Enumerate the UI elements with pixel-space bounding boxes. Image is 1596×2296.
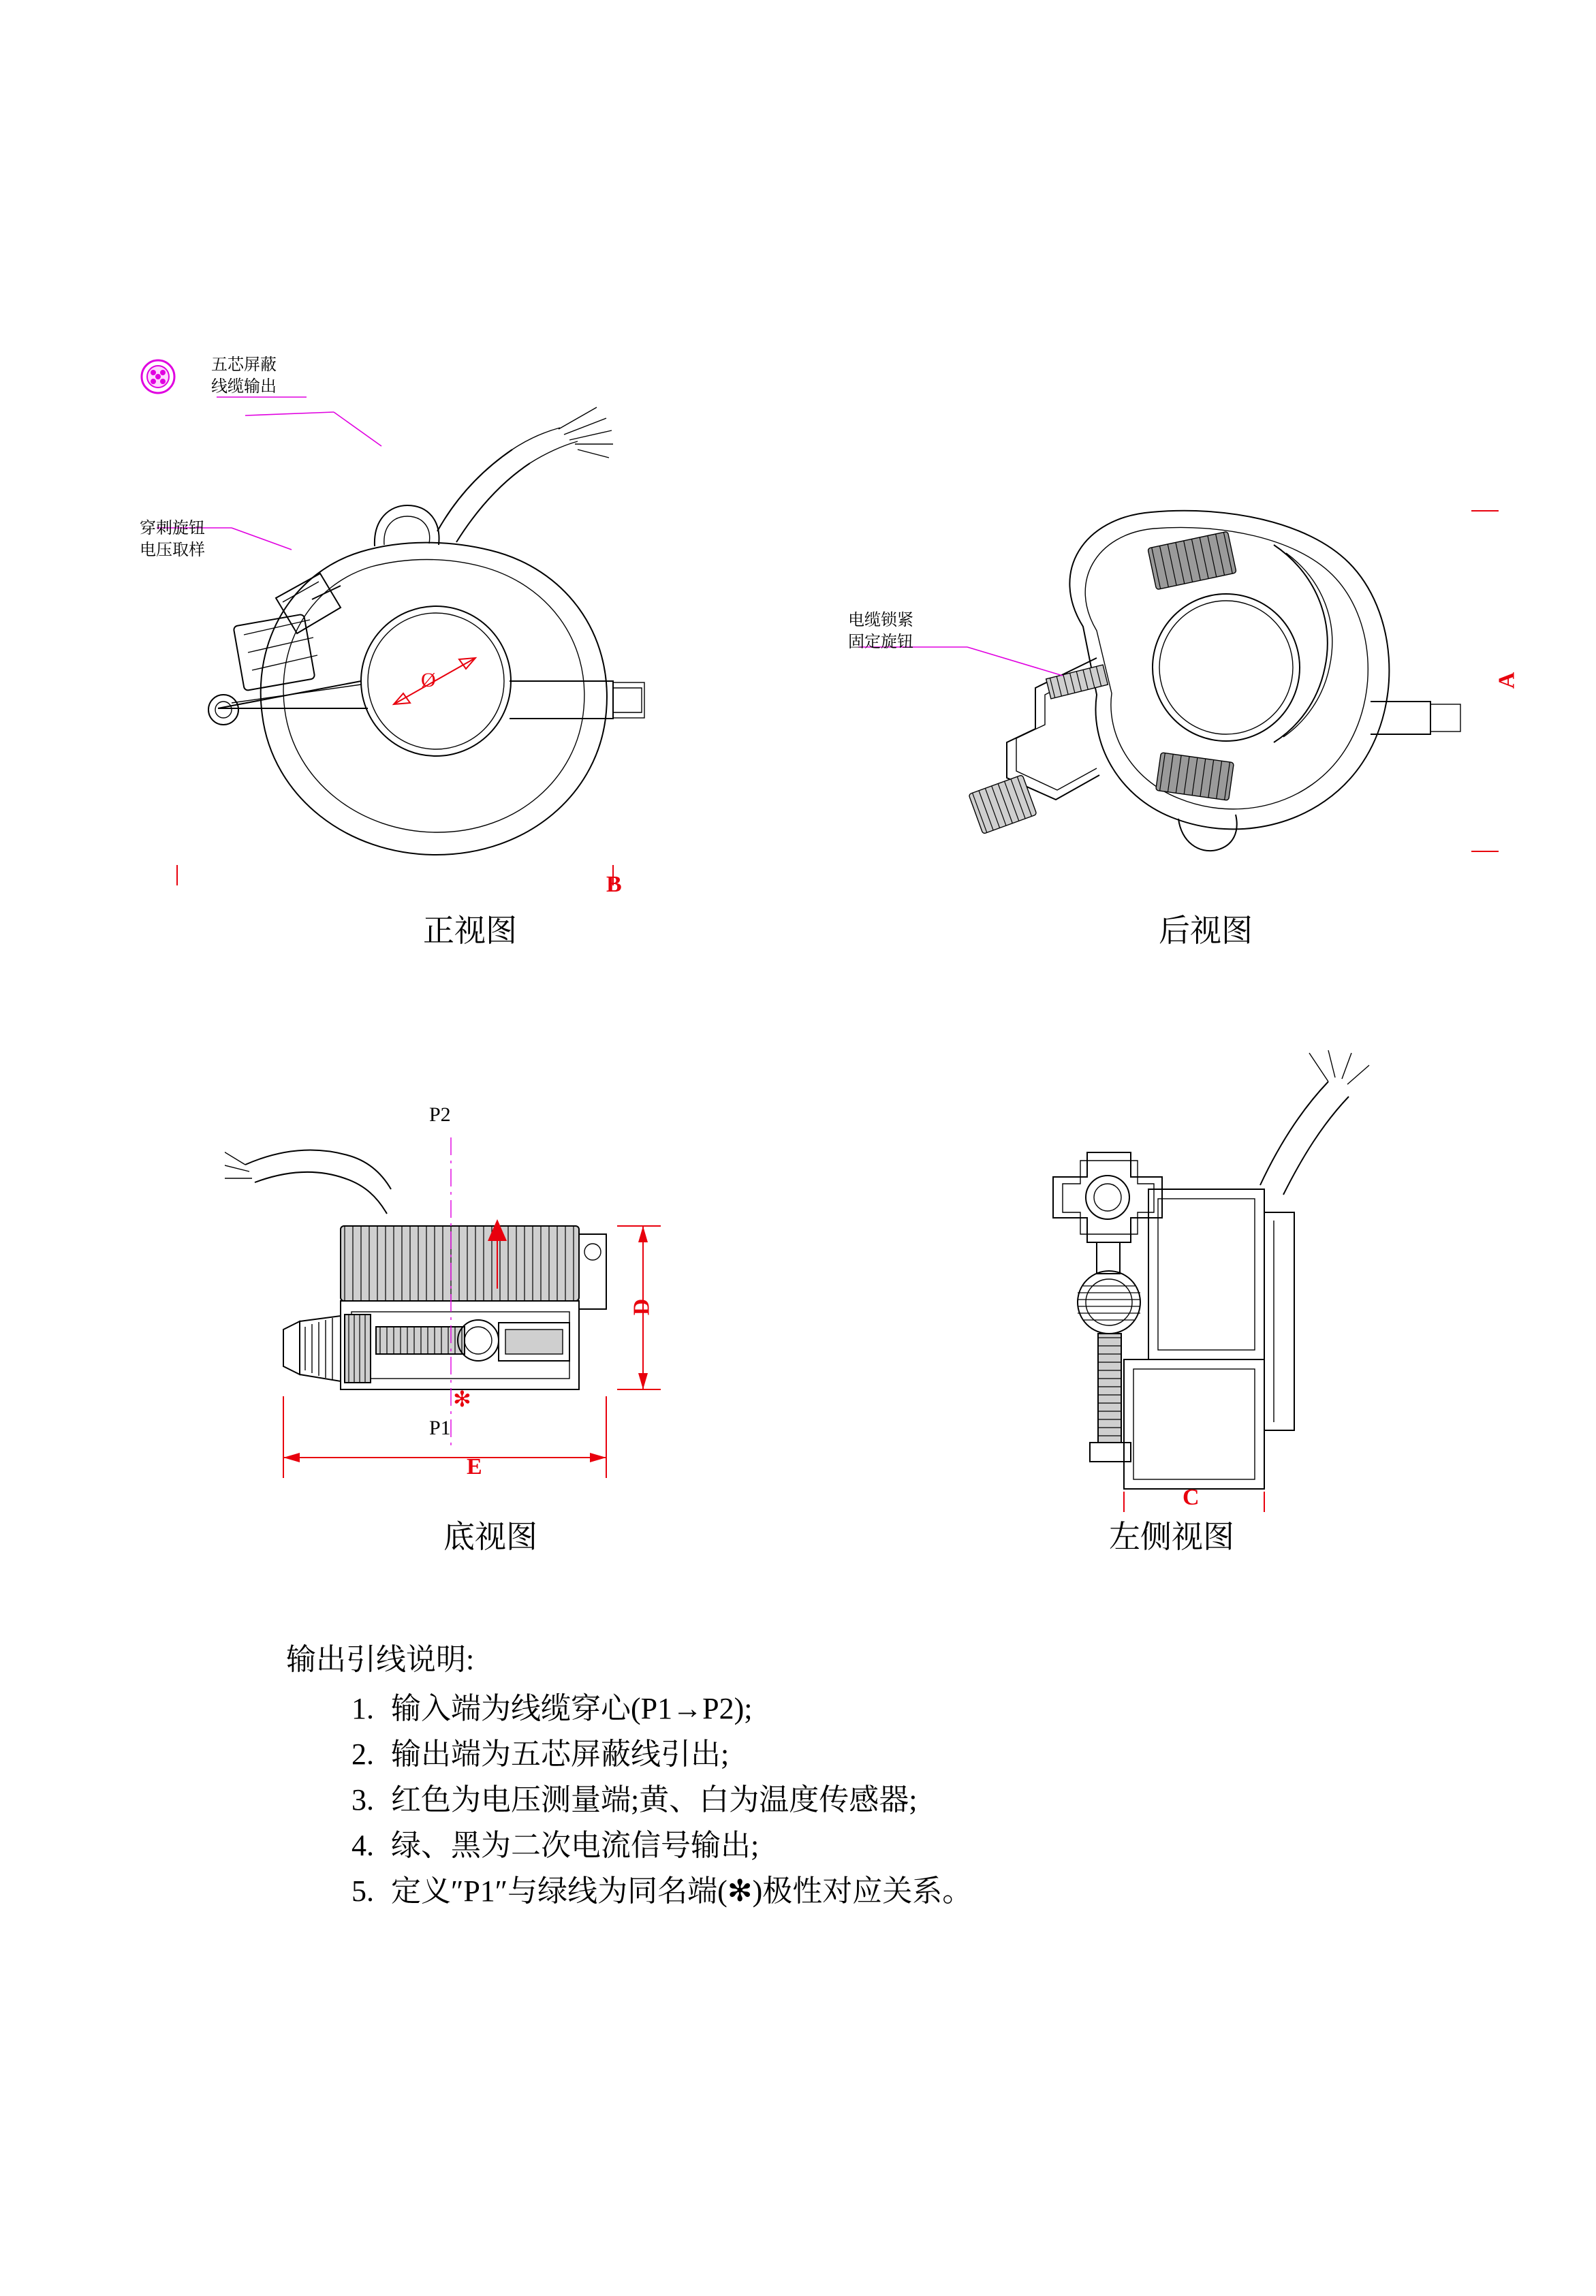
marker-p1: P1 [429,1417,451,1439]
dimension-label-A: A [1494,672,1520,689]
callout-cable-lock-line1: 电缆锁紧 [848,611,913,629]
callout-cable-output-line2: 线缆输出 [211,377,277,396]
marker-p2: P2 [429,1103,451,1126]
caption-front-view: 正视图 [423,913,517,948]
caption-bottom-view: 底视图 [443,1520,537,1554]
notes-list [286,1686,1444,1914]
dimension-label-D: D [629,1298,655,1316]
notes-title: 输出引线说明: [286,1643,475,1676]
list-item [351,1732,1444,1778]
list-item [351,1778,1444,1823]
list-item [351,1869,1444,1915]
caption-rear-view: 后视图 [1159,913,1253,948]
dimension-label-C: C [1183,1485,1200,1510]
callout-piercing-knob-line1: 穿刺旋钮 [140,519,205,537]
caption-left-view: 左侧视图 [1109,1520,1234,1554]
list-item [351,1823,1444,1869]
dimension-label-E: E [467,1454,482,1479]
bottom-view-svg [225,1110,838,1519]
callout-cable-output-line1: 五芯屏蔽 [211,356,277,374]
dimension-label-B: B [606,872,622,897]
callout-cable-lock-line2: 固定旋钮 [848,633,913,652]
polarity-marker: ✻ [453,1387,471,1411]
note-text: 输入端为线缆穿心(P1→P2); [391,1692,753,1725]
diameter-symbol: Ø [421,669,436,691]
note-number: 5. [351,1874,374,1908]
note-text: 绿、黑为二次电流信号输出; [391,1828,760,1862]
output-lead-notes [286,1635,1444,1914]
note-number: 4. [351,1828,374,1862]
note-number: 2. [351,1737,374,1771]
note-text: 红色为电压测量端;黄、白为温度传感器; [391,1782,918,1817]
note-number: 1. [351,1692,374,1725]
note-text: 定义″P1″与绿线为同名端(✻)极性对应关系。 [391,1874,973,1908]
callout-cable-lock [848,610,913,654]
note-number: 3. [351,1782,374,1817]
bottom-view-drawing [225,1103,838,1519]
callout-piercing-knob [140,518,205,562]
note-text: 输出端为五芯屏蔽线引出; [391,1737,730,1771]
list-item [351,1686,1444,1732]
left-view-drawing [988,1049,1465,1512]
callout-cable-output [211,354,277,398]
callout-piercing-knob-line2: 电压取样 [140,541,205,560]
left-view-svg [988,1049,1465,1512]
